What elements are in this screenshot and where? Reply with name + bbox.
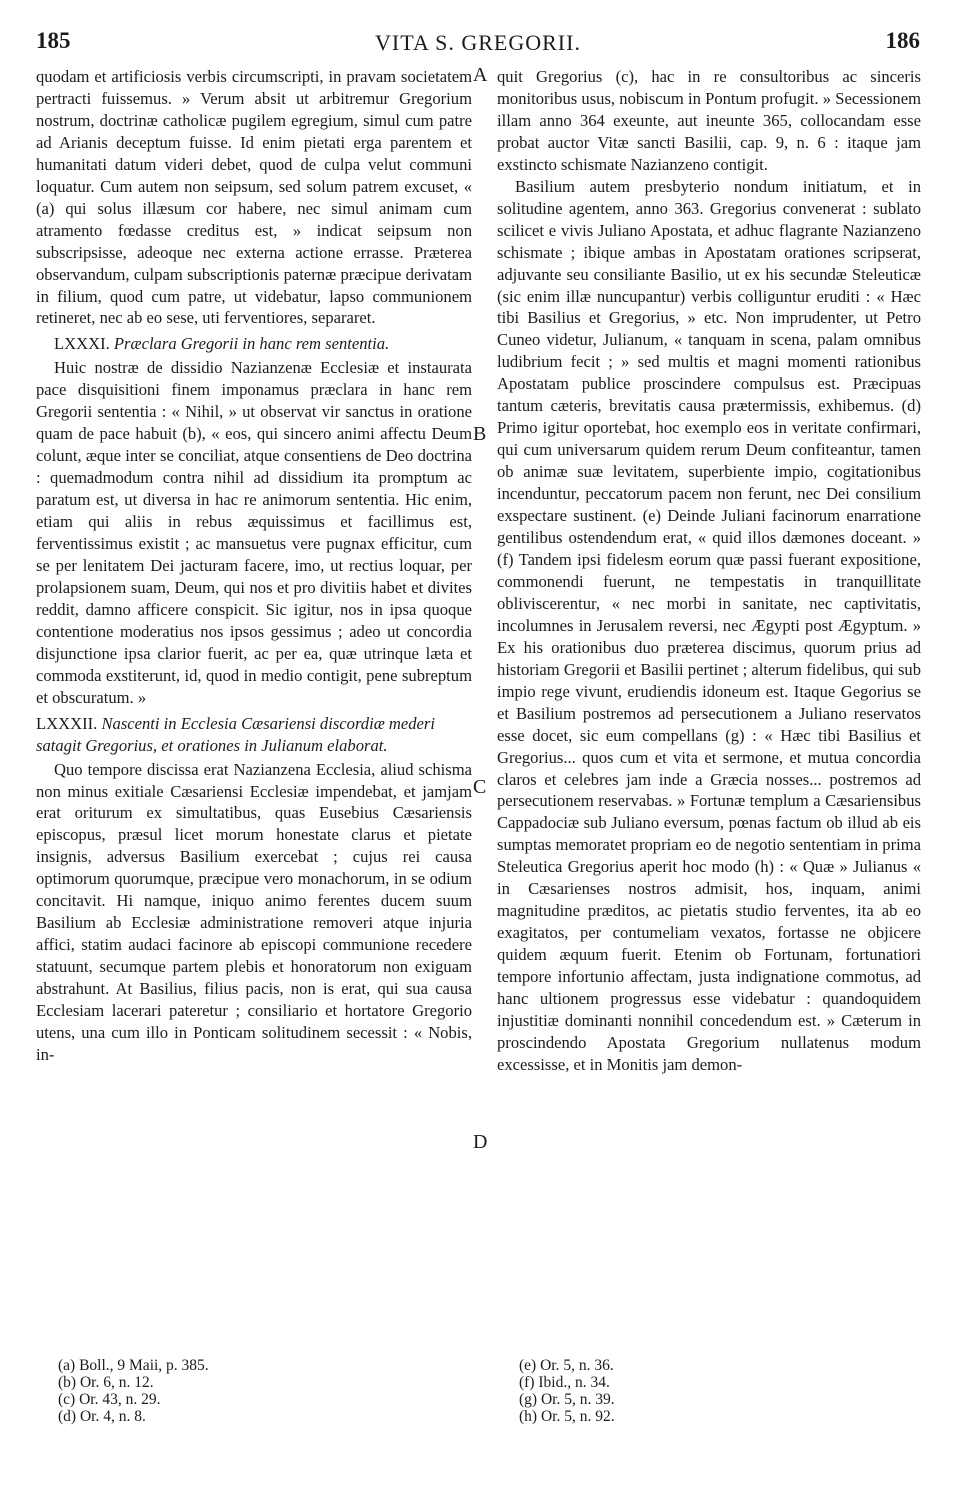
footnote: (g) Or. 5, n. 39. bbox=[519, 1391, 615, 1408]
margin-letter-d: D bbox=[473, 1131, 488, 1153]
right-column bbox=[497, 66, 921, 1076]
footnotes-left bbox=[58, 1357, 209, 1425]
section-number: LXXXI. bbox=[54, 334, 110, 354]
margin-letter-b: B bbox=[473, 423, 487, 445]
paragraph: quit Gregorius (c), hac in re consultoribus ac sinceris monitoribus usus, nobiscum in Pontum profugit. » Secessionem illam anno 364 exeunte, aut ineunte 365, collocandam esse probat auctor Vitæ sancti Basilii, cap. 9, n. 6 : itaque jam exstincto schismate Nazianzeno contigit. bbox=[497, 67, 921, 174]
page-header bbox=[36, 24, 920, 58]
paragraph: quodam et artificiosis verbis circumscripti, in pravam societatem pertracti fuissemus. » Verum absit ut arbitremur Gregorium nostrum, doctrinæ catholicæ pugilem egregium, simul cum patre ad Arianis deceptum fuisse. Id enim pietati erga parentem et humanitati datum videri debet, quod de culpa velut communi loquatur. Cum autem non seipsum, sed solum patrem excuset, « (a) qui solus illæsum cor habere, nec simul animam cum atramento fœdasse creditus est, » indicat seipsum non subscripsisse, adeoque nec externa actione errasse. Præterea observandum, culpam subscriptionis paternæ præcipue derivatam in filium, quod cum patre, ut videbatur, lapso communionem retineret, nec ab eo sese, uti ferventiores, separaret. bbox=[36, 67, 472, 328]
footnote: (b) Or. 6, n. 12. bbox=[58, 1374, 154, 1391]
page-number-right: 186 bbox=[885, 28, 920, 53]
running-title: VITA S. GREGORII. bbox=[375, 30, 581, 55]
section-number: LXXXII. bbox=[36, 713, 98, 733]
footnote: (a) Boll., 9 Maii, p. 385. bbox=[58, 1357, 209, 1374]
footnote: (e) Or. 5, n. 36. bbox=[519, 1357, 614, 1374]
left-column bbox=[36, 66, 472, 1066]
footnote: (f) Ibid., n. 34. bbox=[519, 1374, 610, 1391]
section-heading-lxxxi bbox=[36, 333, 472, 355]
section-heading-lxxxii bbox=[36, 713, 472, 757]
footnote: (c) Or. 43, n. 29. bbox=[58, 1391, 161, 1408]
paragraph: Quo tempore discissa erat Nazianzena Ecclesia, aliud schisma non minus exitiale Cæsariensi Ecclesiæ impendebat, et jamjam erat oriturum ex simultatibus, quas Eusebius Cæsariensis episcopus, præsul licet morum honestate clarus et pietate insignis, adversus Basilium exercebat ; cujus rei causa optimorum quorumque, præcipue vero monachorum, in se odium concitavit. Hi namque, iniquo animo ferentes ducem suum Basilium ab Ecclesiæ administratione removeri atque injuria affici, statim audaci facinore ab episcopi communione recedere statuunt, secumque partem plebis et honoratorum non exiguam abstrahunt. At Basilius, filius pacis, non is erat, qui sua causa Ecclesiam lacerari pateretur ; consiliario et hortatore Gregorio utens, una cum illo in Ponticam solitudinem secessit : « Nobis, in- bbox=[36, 759, 472, 1064]
page-number-left: 185 bbox=[36, 28, 71, 53]
margin-letter-a: A bbox=[473, 64, 488, 86]
footnotes-right bbox=[519, 1357, 615, 1425]
paragraph: Basilium autem presbyterio nondum initiatum, et in solitudine agentem, anno 363. Gregorius convenerat : sublato scilicet e vivis Juliano Apostata, et adhuc flagrante Nazianzeno schismate ; ibique ambas in Apostatam orationes scripserat, adjuvante seu consiliante Basilio, ut ex his secundæ Steleuticæ (sic enim illæ nuncupantur) verbis colliguntur eruditi : « Hæc tibi Basilius et Gregorius, » etc. Non imprudenter, ut Petro Cuneo videtur, Julianum, « tanquam in scena, palam omnibus ludibrium fecit ; » sed multis et magni momenti rationibus Apostatam publice proscindere compulsus est. Præcipuas tantum cæteris, brevitatis causa prætermissis, exhibemus. (d) Primo igitur oportebat, hoc exemplo eos in veritate confirmari, qui cum universarum quidem rerum Deum confiteantur, tamen ob animæ suæ levitatem, superbiente impio, cogitationibus incenduntur, peccatorum pacem non ferunt, nec Dei consilium exspectare sustinent. (e) Deinde Juliani facinorum enarratione gentilibus ostendendum erat, « quid illos dæmones doceant. » (f) Tandem ipsi fidelesm eorum quæ passi fuerant expositione, commonendi fuerunt, ne tempestatis in tranquillitate obliviscerentur, « nec morbi in sanitate, nec captivitatis, incolumnes in Jerusalem reversi, nec Ægypti post Ægyptum. » Ex his orationibus duo præterea discimus, quorum prius ad historiam Gregorii et Basilii pertinet ; alterum fidelibus, qui sub impio rege vivunt, erudiendis idoneum est. Itaque Gegorius se et Basilium postremos ad persecutionem a Juliano reservatos esse docet, sic eum compellans (g) : « Hæc tibi Basilius et Gregorius... quos cum et vita et sermone, et mutua concordia claros et celebres jam inde a Græcia nosses... postremos ad persecutionem reservabas. » Fortunæ templum a Cæsariensibus Cappadociæ sub Juliano eversum, pœnas factum ob illud ab eis sumptas memoratet propriam eo de negotio sententiam in prima Steleutica Gregorius aperit hoc modo (h) : « Quæ » Julianus « in Cæsarienses nostros admisit, hos, inquam, animi magnitudine præditos, ac pietatis studio ferventes, ita ab eo exagitatos, per contumeliam vexatos, fortasse ne objicere quidem æquum fuerit. Etenim ob Fortunam, fortunatiori tempore infortunio affectam, justa indignatione commotus, ad hanc ultionem progressus esse videbatur : quandoquidem injustitiæ dominanti nonnihil concedendum est. » Cæterum in proscindendo Apostata Gregorium nullatenus modum excessisse, et in Monitis jam demon- bbox=[497, 176, 921, 1074]
margin-letter-c: C bbox=[473, 776, 487, 798]
footnote: (d) Or. 4, n. 8. bbox=[58, 1408, 146, 1425]
section-title: Nascenti in Ecclesia Cæsariensi discordiæ mederi satagit Gregorius, et orationes in Julianum elaborat. bbox=[36, 713, 435, 755]
paragraph: Huic nostræ de dissidio Nazianzenæ Ecclesiæ et instaurata pace disquisitioni finem imponamus præclara in hanc rem Gregorii sententia : « Nihil, » ut observat vir sanctus in oratione quam de pace habuit (b), « eos, qui sincero animi affectu Deum colunt, æque inter se conciliat, atque consentiens de Deo doctrina : quemadmodum contra nihil ad dissidium ita promptum ac paratum est, ut diversa in hac re animorum sententia. Hic enim, etiam qui aliis in rebus æquissimus et facillimus est, ferventissimus existit ; ac mansuetus vere pugnax efficitur, cum se per lenitatem Dei jacturam facere, imo, ut rectius loquar, per prolapsionem suam, Deum, qui nos et pro divitiis habet et divites reddit, damno afficere conspicit. Sic igitur, nos in ipsa quoque contentione moderatius nos ipsos gessimus ; adeo ut concordia disjunctione ipsa clarior fuerit, ac per ea, quæ utrinque læta et commoda exstiterunt, id, quod in medio contigit, pene subreptum et obscuratum. » bbox=[36, 358, 472, 707]
section-title: Præclara Gregorii in hanc rem sententia. bbox=[113, 334, 390, 354]
footnote: (h) Or. 5, n. 92. bbox=[519, 1408, 615, 1425]
